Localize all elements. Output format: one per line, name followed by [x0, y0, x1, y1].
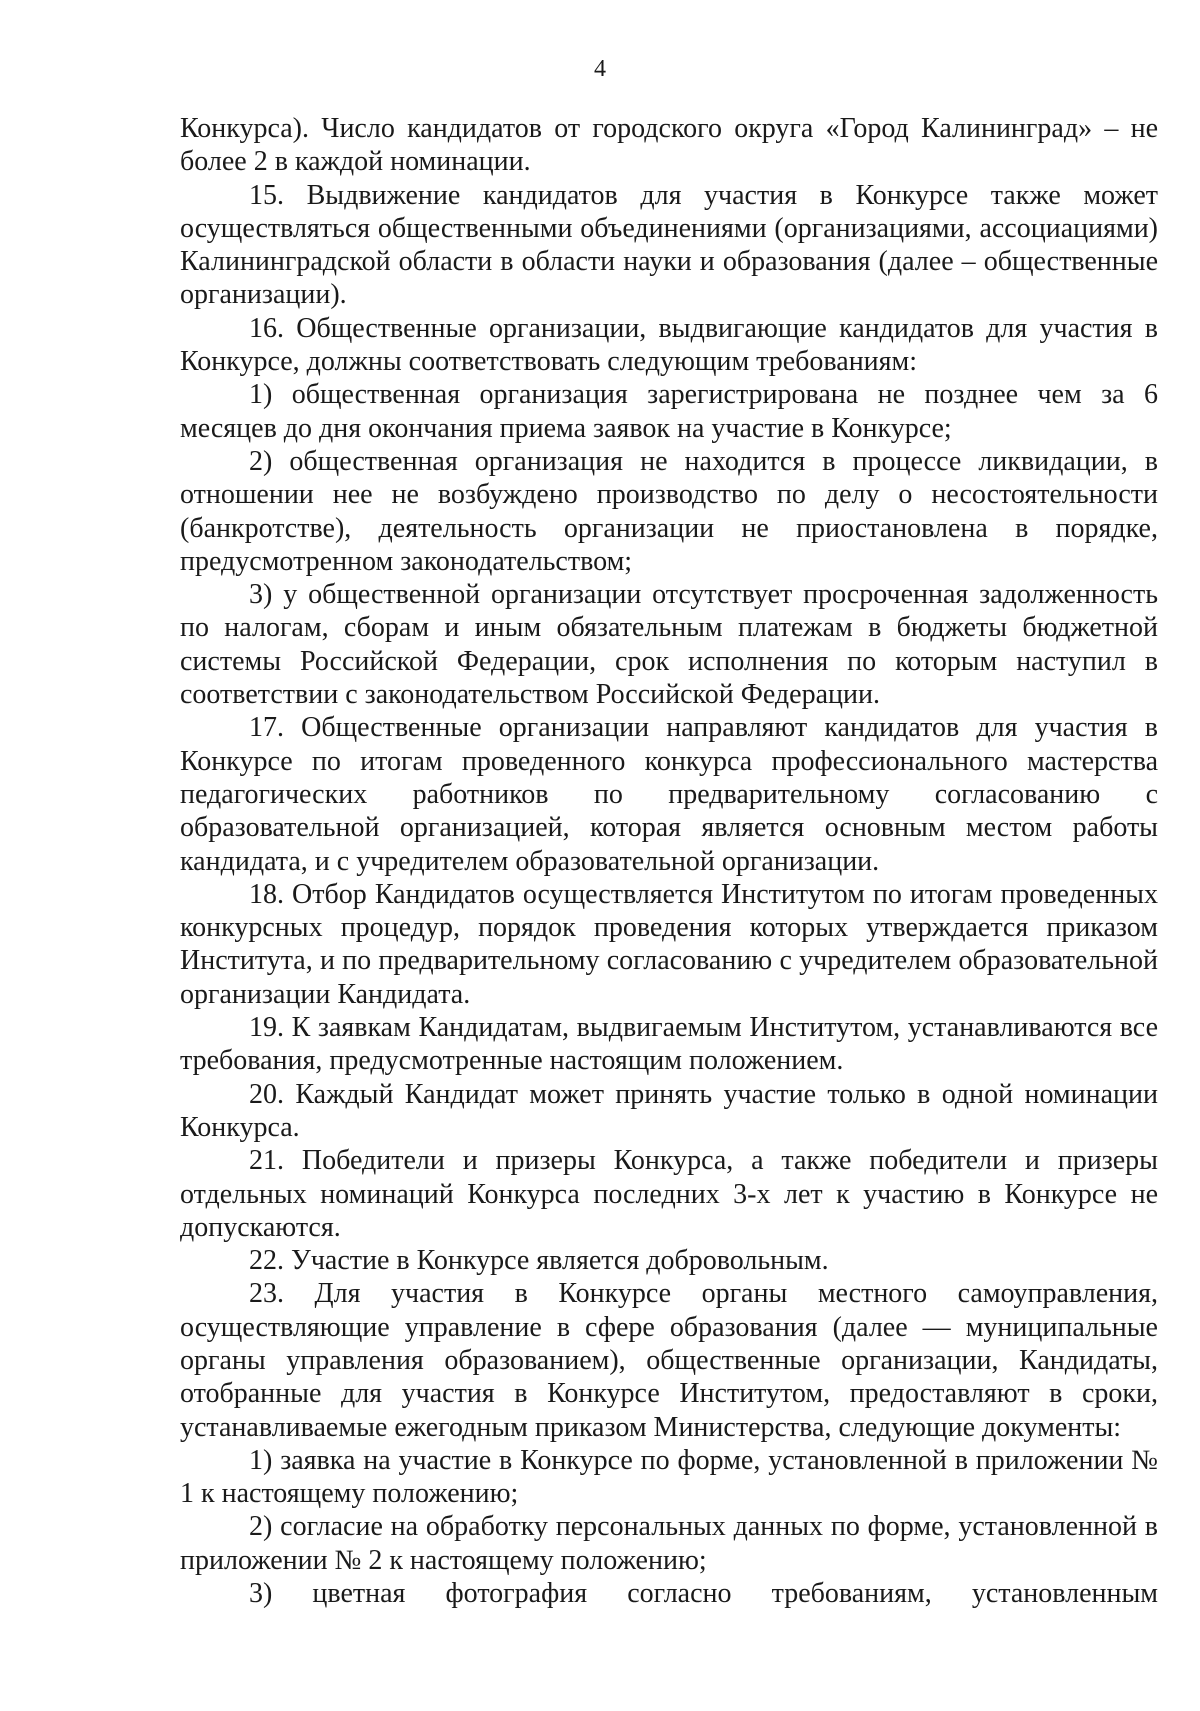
paragraph: 16. Общественные организации, выдвигающие кандидатов для участия в Конкурсе, должны соответствовать следующим требованиям: — [180, 312, 1158, 378]
page-number: 4 — [594, 56, 606, 82]
paragraph: 21. Победители и призеры Конкурса, а также победители и призеры отдельных номинаций Конкурса последних 3-х лет к участию в Конкурсе не допускаются. — [180, 1145, 1158, 1243]
paragraph: 18. Отбор Кандидатов осуществляется Институтом по итогам проведенных конкурсных процедур, порядок проведения которых утверждается приказом Института, и по предварительному согласованию с учредителем образовательной организации Кандидата. — [180, 878, 1158, 1010]
paragraph: 19. К заявкам Кандидатам, выдвигаемым Институтом, устанавливаются все требования, предусмотренные настоящим положением. — [180, 1012, 1158, 1077]
paragraph: 20. Каждый Кандидат может принять участие только в одной номинации Конкурса. — [180, 1078, 1158, 1143]
paragraph: 2) общественная организация не находится в процессе ликвидации, в отношении нее не возбуждено производство по делу о несостоятельности (банкротстве), деятельность организации не приостановлена в порядке, предусмотренном законодательством; — [180, 445, 1158, 577]
paragraph: 23. Для участия в Конкурсе органы местного самоуправления, осуществляющие управление в сфере образования (далее — муниципальные органы управления образованием), общественные организации, Кандидаты, отобранные для участия в Конкурсе Институтом, предоставляют в сроки, устанавливаемые ежегодным приказом Министерства, следующие документы: — [180, 1278, 1158, 1443]
paragraph: 3) у общественной организации отсутствует просроченная задолженность по налогам, сборам и иным обязательным платежам в бюджеты бюджетной системы Российской Федерации, срок исполнения по которым наступил в соответствии с законодательством Российской Федерации. — [180, 579, 1158, 711]
paragraph: 2) согласие на обработку персональных данных по форме, установленной в приложении № 2 к настоящему положению; — [180, 1511, 1158, 1576]
paragraph: 1) заявка на участие в Конкурсе по форме, установленной в приложении № 1 к настоящему положению; — [180, 1444, 1158, 1510]
paragraph: 15. Выдвижение кандидатов для участия в Конкурсе также может осуществляться общественными объединениями (организациями, ассоциациями) Калининградской области в области науки и образования (далее – общественные организации). — [180, 179, 1158, 311]
paragraph: 22. Участие в Конкурсе является добровольным. — [249, 1245, 829, 1277]
paragraph: Конкурса). Число кандидатов от городского округа «Город Калининград» – не более 2 в каждой номинации. — [180, 113, 1158, 178]
paragraph: 3) цветная фотография согласно требованиям, установленным — [249, 1578, 1158, 1610]
paragraph: 1) общественная организация зарегистрирована не позднее чем за 6 месяцев до дня окончания приема заявок на участие в Конкурсе; — [180, 379, 1158, 444]
paragraph: 17. Общественные организации направляют кандидатов для участия в Конкурсе по итогам проведенного конкурса профессионального мастерства педагогических работников по предварительному согласованию с образовательной организацией, которая является основным местом работы кандидата, и с учредителем образовательной организации. — [180, 712, 1158, 877]
document-body — [180, 112, 1158, 1610]
